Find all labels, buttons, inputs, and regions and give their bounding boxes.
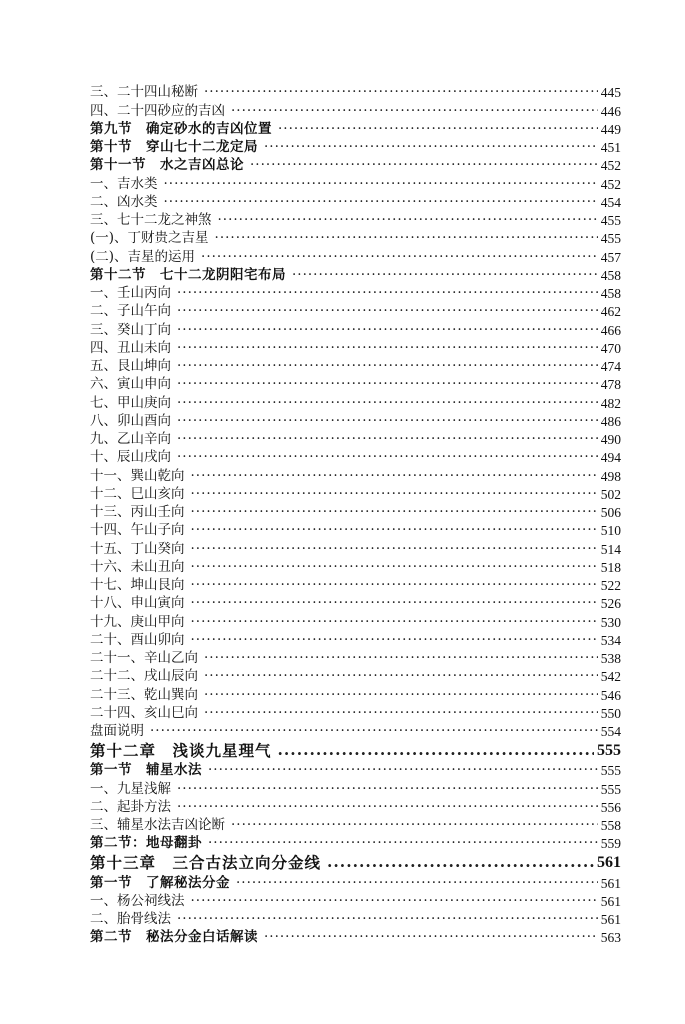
dot-leader — [150, 723, 598, 740]
toc-section-row — [90, 834, 621, 852]
toc-page-number: 534 — [600, 632, 621, 648]
dot-leader — [201, 249, 598, 266]
toc-entry-title: 十七、坤山艮向 — [90, 577, 185, 593]
toc-page-number: 559 — [600, 836, 621, 852]
toc-entry-title: 十五、丁山癸向 — [90, 540, 185, 557]
toc-item-row — [90, 83, 621, 101]
toc-item-row — [90, 339, 621, 357]
toc-item-row — [90, 101, 621, 119]
toc-page-number: 470 — [600, 340, 621, 356]
toc-item-row — [90, 798, 621, 816]
toc-page-number: 556 — [600, 799, 621, 815]
dot-leader — [215, 230, 598, 247]
toc-entry-title: 一、壬山丙向 — [90, 285, 171, 301]
toc-entry-title: 第十二节 七十二龙阴阳宅布局 — [90, 266, 286, 283]
toc-entry-title: 二十二、戌山辰向 — [90, 668, 198, 685]
toc-item-row — [90, 174, 621, 192]
toc-item-row — [90, 521, 621, 539]
toc-item-row — [90, 448, 621, 466]
toc-page-number: 555 — [600, 763, 621, 779]
dot-leader — [177, 799, 598, 816]
toc-item-row — [90, 816, 621, 834]
dot-leader — [278, 744, 594, 761]
toc-page-number: 538 — [600, 651, 621, 666]
dot-leader — [177, 303, 598, 320]
dot-leader — [191, 468, 598, 485]
dot-leader — [250, 157, 598, 174]
dot-leader — [218, 212, 598, 229]
toc-item-row — [90, 247, 621, 265]
dot-leader — [204, 705, 598, 722]
toc-entry-title: 八、卯山酉向 — [90, 412, 171, 429]
toc-entry-title: 二十、酉山卯向 — [90, 631, 185, 648]
toc-page-number: 526 — [600, 596, 621, 612]
dot-leader — [177, 781, 598, 798]
toc-page-number: 490 — [600, 432, 621, 447]
toc-entry-title: 第十一节 水之吉凶总论 — [90, 157, 244, 174]
toc-section-row — [90, 266, 621, 284]
dot-leader — [327, 856, 594, 873]
toc-page-number: 561 — [597, 854, 621, 872]
toc-page-number: 451 — [600, 140, 621, 155]
dot-leader — [204, 687, 598, 704]
dot-leader — [164, 194, 598, 211]
toc-item-row — [90, 594, 621, 612]
toc-section-row — [90, 873, 621, 891]
table-of-contents — [90, 83, 621, 946]
toc-entry-title: 三、二十四山秘断 — [90, 84, 198, 101]
dot-leader — [191, 893, 598, 910]
toc-page-number: 455 — [600, 213, 621, 228]
toc-page-number: 550 — [600, 705, 621, 721]
toc-item-row — [90, 302, 621, 320]
toc-page-number: 514 — [600, 541, 621, 557]
dot-leader — [191, 504, 598, 521]
dot-leader — [164, 176, 598, 193]
toc-entry-title: 十四、午山子向 — [90, 522, 185, 539]
toc-entry-title: 二、子山午向 — [90, 303, 171, 320]
toc-entry-title: 十九、庚山甲向 — [90, 613, 185, 630]
toc-entry-title: 盘面说明 — [90, 723, 144, 739]
toc-page-number: 458 — [600, 286, 621, 301]
toc-entry-title: 二、凶水类 — [90, 193, 158, 210]
toc-entry-title: 一、吉水类 — [90, 175, 158, 192]
dot-leader — [191, 541, 598, 558]
toc-item-row — [90, 558, 621, 576]
toc-entry-title: 五、艮山坤向 — [90, 358, 171, 374]
toc-page-number: 555 — [600, 781, 621, 797]
toc-page-number: 558 — [600, 818, 621, 833]
toc-item-row — [90, 412, 621, 430]
toc-item-row — [90, 779, 621, 797]
toc-entry-title: 七、甲山庚向 — [90, 394, 171, 411]
dot-leader — [177, 431, 598, 448]
toc-page-number: 449 — [600, 121, 621, 137]
toc-page-number: 455 — [600, 231, 621, 247]
toc-page-number: 474 — [600, 359, 621, 374]
toc-chapter-row — [90, 852, 621, 873]
dot-leader — [231, 817, 598, 834]
toc-page-number: 555 — [597, 742, 621, 759]
toc-item-row — [90, 430, 621, 448]
toc-page-number: 466 — [600, 322, 621, 338]
toc-page-number: 554 — [600, 724, 621, 739]
toc-entry-title: (一)、丁财贵之吉星 — [90, 230, 209, 247]
toc-page-number: 561 — [600, 912, 621, 927]
toc-page-number: 498 — [600, 468, 621, 484]
toc-entry-title: 一、九星浅解 — [90, 780, 171, 797]
toc-entry-title: 二十一、辛山乙向 — [90, 650, 198, 666]
toc-entry-title: 二十三、乾山巽向 — [90, 686, 198, 703]
toc-page-number: 458 — [600, 267, 621, 283]
toc-page-number: 546 — [600, 687, 621, 703]
toc-entry-title: 十六、未山丑向 — [90, 558, 185, 575]
toc-item-row — [90, 685, 621, 703]
toc-page-number: 452 — [600, 176, 621, 192]
toc-item-row — [90, 612, 621, 630]
toc-entry-title: 第九节 确定砂水的吉凶位置 — [90, 120, 272, 137]
toc-page-number: 506 — [600, 505, 621, 520]
dot-leader — [177, 449, 598, 466]
toc-item-row — [90, 193, 621, 211]
toc-page-number: 462 — [600, 304, 621, 320]
dot-leader — [236, 875, 598, 892]
dot-leader — [177, 413, 598, 430]
dot-leader — [208, 762, 598, 779]
toc-item-row — [90, 229, 621, 247]
toc-page-number: 510 — [600, 523, 621, 539]
toc-item-row — [90, 466, 621, 484]
dot-leader — [191, 486, 598, 503]
dot-leader — [177, 285, 598, 302]
toc-page-number: 494 — [600, 450, 621, 466]
toc-entry-title: 第十节 穿山七十二龙定局 — [90, 139, 258, 155]
toc-item-row — [90, 320, 621, 338]
dot-leader — [204, 650, 598, 667]
toc-page-number: 502 — [600, 486, 621, 502]
toc-section-row — [90, 156, 621, 174]
toc-entry-title: 三、辅星水法吉凶论断 — [90, 817, 225, 833]
dot-leader — [177, 911, 598, 928]
toc-entry-title: 十八、申山寅向 — [90, 595, 185, 612]
dot-leader — [204, 668, 598, 685]
toc-page-number: 530 — [600, 614, 621, 630]
toc-entry-title: 十三、丙山壬向 — [90, 504, 185, 520]
toc-item-row — [90, 892, 621, 910]
toc-entry-title: 十、辰山戌向 — [90, 449, 171, 466]
dot-leader — [177, 395, 598, 412]
toc-entry-title: 二、胎骨线法 — [90, 911, 171, 927]
toc-page-number: 457 — [600, 249, 621, 265]
toc-entry-title: 十一、巽山乾向 — [90, 467, 185, 484]
dot-leader — [264, 929, 598, 946]
toc-item-row — [90, 910, 621, 928]
toc-item-row — [90, 722, 621, 740]
dot-leader — [177, 358, 598, 375]
toc-entry-title: 三、七十二龙之神煞 — [90, 212, 212, 228]
toc-item-row — [90, 375, 621, 393]
toc-entry-title: 三、癸山丁向 — [90, 321, 171, 338]
toc-entry-title: 六、寅山申向 — [90, 376, 171, 393]
toc-item-row — [90, 485, 621, 503]
toc-entry-title: 第二节 秘法分金白话解读 — [90, 929, 258, 946]
toc-entry-title: 第十三章 三合古法立向分金线 — [90, 853, 322, 873]
toc-entry-title: 九、乙山辛向 — [90, 431, 171, 447]
toc-page-number: 561 — [600, 875, 621, 891]
toc-page-number: 446 — [600, 103, 621, 119]
dot-leader — [177, 340, 598, 357]
toc-page-number: 542 — [600, 669, 621, 685]
toc-item-row — [90, 667, 621, 685]
dot-leader — [191, 632, 598, 649]
toc-page-number: 518 — [600, 559, 621, 575]
dot-leader — [177, 376, 598, 393]
toc-page-number: 563 — [600, 930, 621, 946]
dot-leader — [208, 835, 598, 852]
toc-entry-title: (二)、吉星的运用 — [90, 248, 196, 265]
toc-page-number: 452 — [600, 158, 621, 174]
toc-page-number: 478 — [600, 377, 621, 393]
toc-chapter-row — [90, 740, 621, 761]
toc-entry-title: 第十二章 浅谈九星理气 — [90, 741, 272, 760]
toc-item-row — [90, 539, 621, 557]
toc-entry-title: 四、二十四砂应的吉凶 — [90, 102, 225, 119]
dot-leader — [191, 614, 598, 631]
toc-entry-title: 第二节：地母翻卦 — [90, 835, 202, 852]
dot-leader — [191, 522, 598, 539]
toc-item-row — [90, 284, 621, 302]
dot-leader — [191, 577, 598, 594]
toc-item-row — [90, 649, 621, 667]
toc-page-number: 522 — [600, 578, 621, 593]
toc-section-row — [90, 120, 621, 138]
dot-leader — [191, 595, 598, 612]
toc-page-number: 561 — [600, 893, 621, 909]
toc-section-row — [90, 928, 621, 946]
toc-page-number: 454 — [600, 194, 621, 210]
toc-item-row — [90, 357, 621, 375]
toc-entry-title: 二十四、亥山巳向 — [90, 704, 198, 721]
toc-page-number: 486 — [600, 413, 621, 429]
toc-page-number: 445 — [600, 85, 621, 101]
dot-leader — [264, 139, 598, 156]
toc-entry-title: 第一节 了解秘法分金 — [90, 874, 230, 891]
dot-leader — [278, 121, 598, 138]
toc-item-row — [90, 503, 621, 521]
toc-section-row — [90, 138, 621, 156]
dot-leader — [231, 103, 598, 120]
toc-item-row — [90, 393, 621, 411]
toc-item-row — [90, 211, 621, 229]
toc-item-row — [90, 631, 621, 649]
dot-leader — [191, 559, 598, 576]
toc-entry-title: 二、起卦方法 — [90, 798, 171, 815]
toc-entry-title: 四、丑山未向 — [90, 339, 171, 356]
toc-page-number: 482 — [600, 395, 621, 411]
dot-leader — [177, 322, 598, 339]
dot-leader — [292, 267, 598, 284]
dot-leader — [204, 84, 598, 101]
toc-entry-title: 十二、巳山亥向 — [90, 485, 185, 502]
toc-entry-title: 一、杨公祠线法 — [90, 892, 185, 909]
toc-entry-title: 第一节 辅星水法 — [90, 762, 202, 779]
toc-section-row — [90, 761, 621, 779]
toc-item-row — [90, 576, 621, 594]
toc-item-row — [90, 704, 621, 722]
